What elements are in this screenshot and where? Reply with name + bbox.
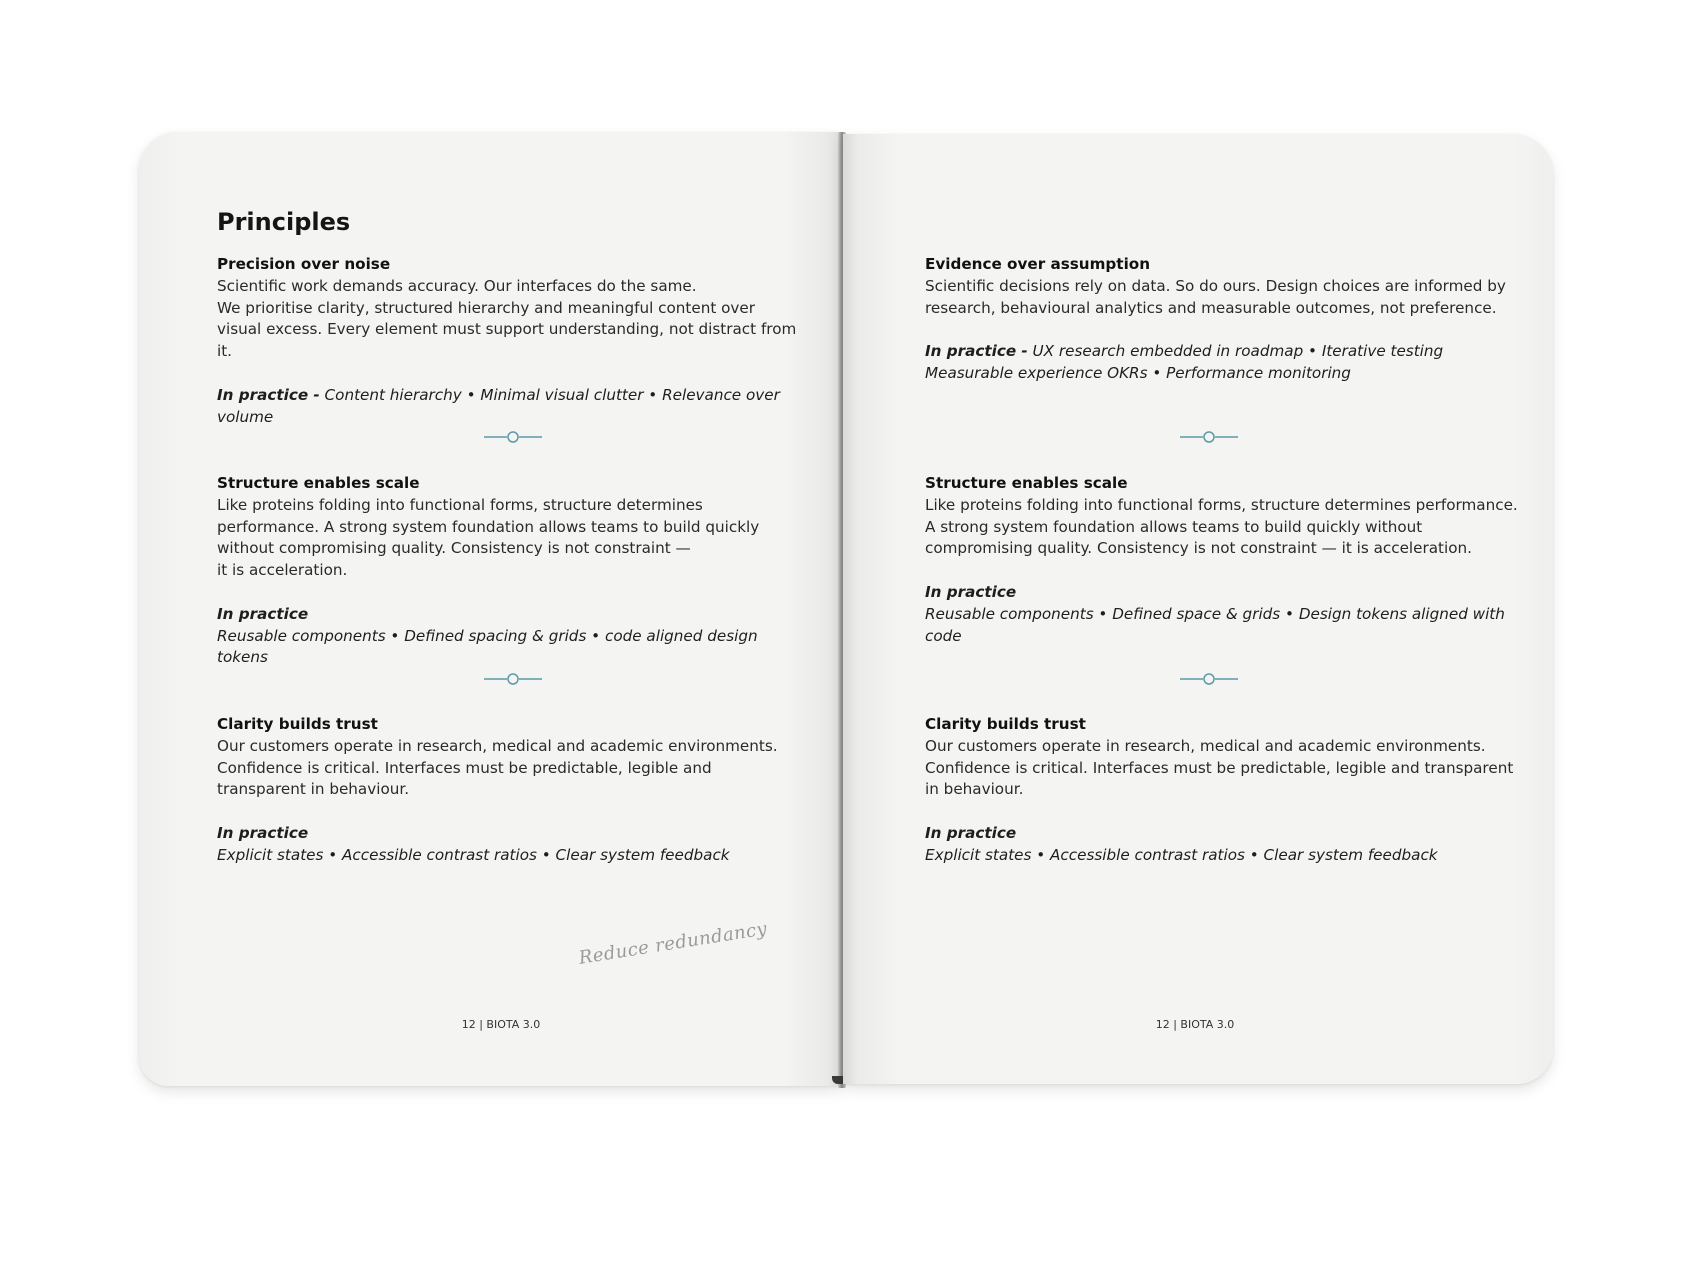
in-practice-label: In practice <box>925 582 1017 601</box>
section-title: Structure enables scale <box>217 474 420 492</box>
in-practice-items: Reusable components • Defined space & grids • Design tokens aligned with code <box>925 604 1505 645</box>
section-body: Like proteins folding into functional forms, structure determines performance. A strong system foundation allows teams to build quickly without compromising quality. Consistency is not constraint — it is acceleration. <box>217 495 760 580</box>
in-practice-label: In practice <box>217 823 309 842</box>
principle-section <box>925 473 1525 647</box>
principle-section <box>217 473 797 669</box>
principle-section <box>925 714 1525 867</box>
in-practice <box>925 582 1525 647</box>
section-body: Scientific decisions rely on data. So do ours. Design choices are informed by research, behavioural analytics and measurable outcomes, not preference. <box>925 276 1506 317</box>
principle-section <box>217 254 797 428</box>
page-title: Principles <box>217 208 351 236</box>
principle-section <box>217 714 797 867</box>
in-practice-label: In practice - <box>925 342 1028 361</box>
in-practice <box>217 823 797 867</box>
right-page <box>843 134 1553 1084</box>
in-practice-items: Explicit states • Accessible contrast ratios • Clear system feedback <box>925 845 1438 864</box>
in-practice <box>925 823 1525 867</box>
in-practice-items: Content hierarchy • Minimal visual clutter • Relevance over volume <box>217 385 780 426</box>
page-number: 12 | BIOTA 3.0 <box>461 1018 541 1031</box>
principle-section <box>925 254 1525 385</box>
section-body: Our customers operate in research, medical and academic environments. Confidence is critical. Interfaces must be predictable, legible and transparent in behaviour. <box>925 736 1514 799</box>
in-practice <box>217 604 797 669</box>
left-page <box>139 132 841 1086</box>
molecule-divider-icon <box>484 430 542 444</box>
in-practice <box>217 385 797 429</box>
section-body: Our customers operate in research, medical and academic environments. Confidence is critical. Interfaces must be predictable, legible and transparent in behaviour. <box>217 736 778 799</box>
in-practice-items: Reusable components • Defined spacing & grids • code aligned design tokens <box>217 626 758 667</box>
section-title: Clarity builds trust <box>217 715 378 733</box>
in-practice-label: In practice <box>925 823 1017 842</box>
section-title: Evidence over assumption <box>925 255 1151 273</box>
page-number: 12 | BIOTA 3.0 <box>1155 1018 1235 1031</box>
molecule-divider-icon <box>484 672 542 686</box>
in-practice-label: In practice <box>217 604 309 623</box>
section-title: Precision over noise <box>217 255 391 273</box>
section-body: Scientific work demands accuracy. Our interfaces do the same. We prioritise clarity, structured hierarchy and meaningful content over visual excess. Every element must support understanding, not distract from it. <box>217 276 797 361</box>
in-practice <box>925 341 1525 385</box>
in-practice-items: Explicit states • Accessible contrast ratios • Clear system feedback <box>217 845 730 864</box>
in-practice-items: UX research embedded in roadmap • Iterative testing Measurable experience OKRs • Performance monitoring <box>925 342 1444 382</box>
handwritten-note: Reduce redundancy <box>577 918 769 969</box>
molecule-divider-icon <box>1180 672 1238 686</box>
section-body: Like proteins folding into functional forms, structure determines performance. A strong system foundation allows teams to build quickly without compromising quality. Consistency is not constraint — it is acceleration. <box>925 495 1518 558</box>
section-title: Clarity builds trust <box>925 715 1086 733</box>
in-practice-label: In practice - <box>217 385 320 404</box>
molecule-divider-icon <box>1180 430 1238 444</box>
section-title: Structure enables scale <box>925 474 1128 492</box>
